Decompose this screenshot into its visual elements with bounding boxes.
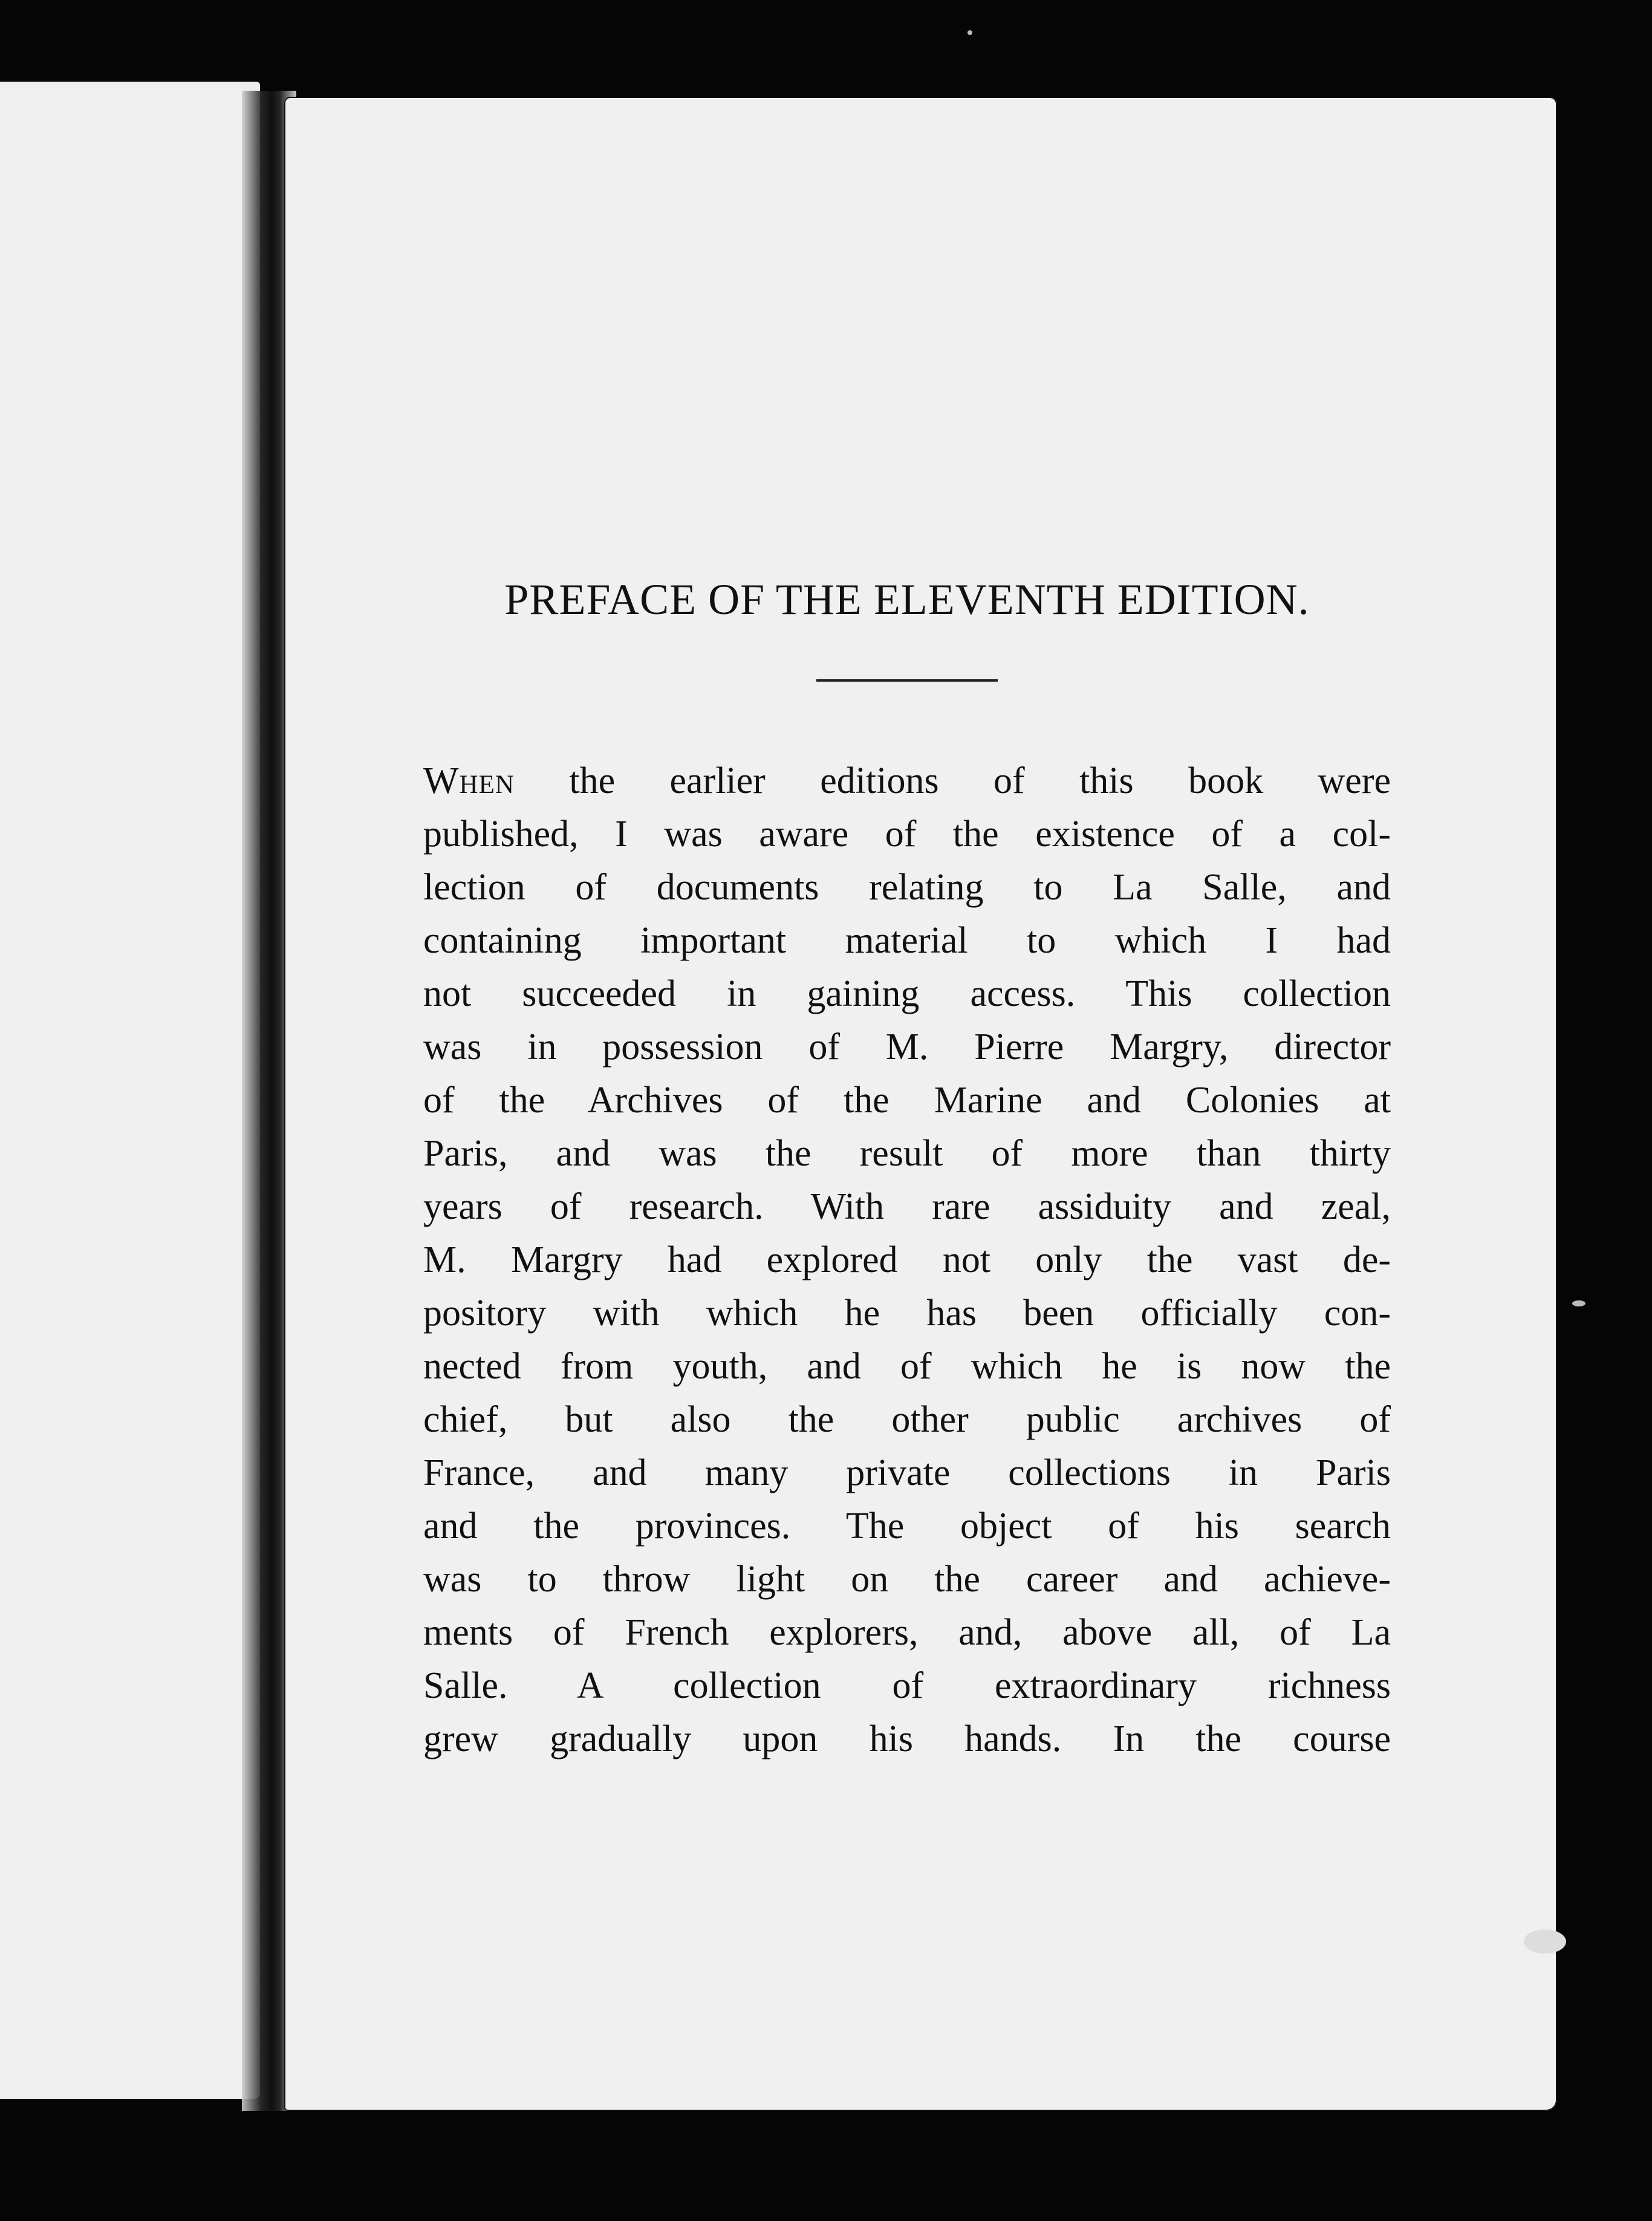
text-line: chief, but also the other public archives of [423, 1399, 1391, 1440]
page-title: PREFACE OF THE ELEVENTH EDITION. [504, 575, 1310, 624]
text-line: years of research. With rare assiduity and zeal, [423, 1186, 1391, 1227]
left-page [0, 82, 260, 2099]
text-line: M. Margry had explored not only the vast de- [423, 1239, 1391, 1280]
text-line-rest: the earlier editions of this book were [514, 760, 1391, 801]
text-line: grew gradually upon his hands. In the course [423, 1718, 1391, 1760]
text-line: was in possession of M. Pierre Margry, director [423, 1026, 1391, 1068]
text-line: not succeeded in gaining access. This collection [423, 973, 1391, 1014]
right-page [284, 97, 1557, 2111]
text-line: was to throw light on the career and achieve- [423, 1559, 1391, 1600]
text-line: France, and many private collections in Paris [423, 1452, 1391, 1493]
scan-speck [967, 30, 972, 35]
preface-paragraph [423, 754, 1391, 1766]
title-rule [816, 679, 998, 682]
text-line: of the Archives of the Marine and Colonies at [423, 1080, 1391, 1121]
page-content [423, 575, 1391, 1766]
text-line: Paris, and was the result of more than thirty [423, 1133, 1391, 1174]
text-line: and the provinces. The object of his search [423, 1505, 1391, 1547]
text-line: lection of documents relating to La Salle, and [423, 867, 1391, 908]
text-line: pository with which he has been officially con- [423, 1293, 1391, 1334]
text-line: containing important material to which I had [423, 920, 1391, 961]
first-word: When [423, 760, 515, 801]
text-line: nected from youth, and of which he is now the [423, 1346, 1391, 1387]
scan-speck [1572, 1300, 1585, 1306]
text-line: ments of French explorers, and, above all, of La [423, 1612, 1391, 1653]
text-line [423, 754, 1391, 807]
text-line: published, I was aware of the existence of a col- [423, 814, 1391, 855]
scan-speck [1524, 1929, 1566, 1954]
text-line: Salle. A collection of extraordinary richness [423, 1665, 1391, 1706]
